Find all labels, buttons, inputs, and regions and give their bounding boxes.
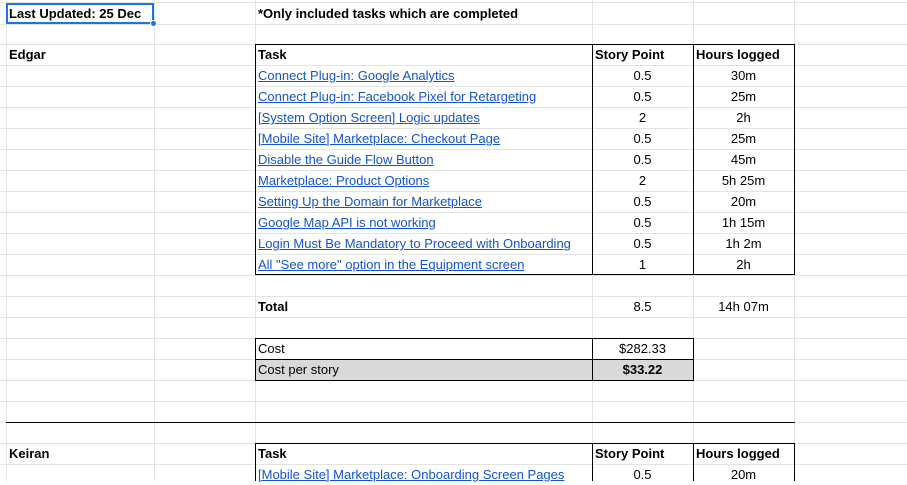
- total-label: Total: [258, 299, 289, 314]
- story-point-cell: 0.5: [633, 152, 652, 167]
- cell-selection-outline: [6, 3, 154, 24]
- story-point-cell: 2: [638, 110, 647, 125]
- story-point-cell: 0.5: [633, 131, 652, 146]
- hours-logged-cell: 2h: [736, 110, 751, 125]
- hours-logged-cell: 20m: [730, 194, 757, 209]
- cost-per-story-value: $33.22: [622, 362, 663, 377]
- story-point-cell: 0.5: [633, 215, 652, 230]
- task-link[interactable]: Google Map API is not working: [258, 215, 436, 230]
- column-header-task: Task: [258, 446, 287, 461]
- task-link[interactable]: [System Option Screen] Logic updates: [258, 110, 480, 125]
- task-link[interactable]: [Mobile Site] Marketplace: Onboarding Screen Pages: [258, 467, 565, 482]
- hours-logged-cell: 2h: [736, 257, 751, 272]
- hours-logged-cell: 45m: [730, 152, 757, 167]
- task-link[interactable]: Marketplace: Product Options: [258, 173, 430, 188]
- column-header-story-point: Story Point: [595, 47, 665, 62]
- task-link[interactable]: Connect Plug-in: Facebook Pixel for Retargeting: [258, 89, 537, 104]
- hours-logged-cell: 20m: [730, 467, 757, 482]
- hours-logged-cell: 5h 25m: [721, 173, 766, 188]
- column-header-story-point: Story Point: [595, 446, 665, 461]
- story-point-cell: 0.5: [633, 194, 652, 209]
- story-point-cell: 0.5: [633, 236, 652, 251]
- cost-label: Cost: [258, 341, 285, 356]
- section-divider: [6, 422, 795, 423]
- story-point-cell: 0.5: [633, 89, 652, 104]
- hours-logged-cell: 1h 2m: [725, 236, 762, 251]
- hours-logged-cell: 25m: [730, 89, 757, 104]
- column-header-hours-logged: Hours logged: [696, 446, 780, 461]
- last-updated-cell[interactable]: Last Updated: 25 Dec: [9, 6, 142, 21]
- cost-per-story-label: Cost per story: [258, 362, 339, 377]
- task-link[interactable]: [Mobile Site] Marketplace: Checkout Page: [258, 131, 501, 146]
- total-hours-logged: 14h 07m: [718, 299, 769, 314]
- hours-logged-cell: 25m: [730, 131, 757, 146]
- total-story-points: 8.5: [633, 299, 652, 314]
- hours-logged-cell: 30m: [730, 68, 757, 83]
- completed-tasks-note: *Only included tasks which are completed: [258, 6, 519, 21]
- task-link[interactable]: Connect Plug-in: Google Analytics: [258, 68, 455, 83]
- person-name-keiran: Keiran: [9, 446, 50, 461]
- person-name-edgar: Edgar: [9, 47, 46, 62]
- story-point-cell: 2: [638, 173, 647, 188]
- task-link[interactable]: All "See more" option in the Equipment screen: [258, 257, 525, 272]
- story-point-cell: 0.5: [633, 467, 652, 482]
- fill-handle[interactable]: [150, 20, 157, 27]
- hours-logged-cell: 1h 15m: [721, 215, 766, 230]
- column-header-hours-logged: Hours logged: [696, 47, 780, 62]
- story-point-cell: 0.5: [633, 68, 652, 83]
- column-header-task: Task: [258, 47, 287, 62]
- cost-value: $282.33: [619, 341, 666, 356]
- task-link[interactable]: Setting Up the Domain for Marketplace: [258, 194, 482, 209]
- story-point-cell: 1: [638, 257, 647, 272]
- task-link[interactable]: Login Must Be Mandatory to Proceed with Onboarding: [258, 236, 571, 251]
- task-link[interactable]: Disable the Guide Flow Button: [258, 152, 434, 167]
